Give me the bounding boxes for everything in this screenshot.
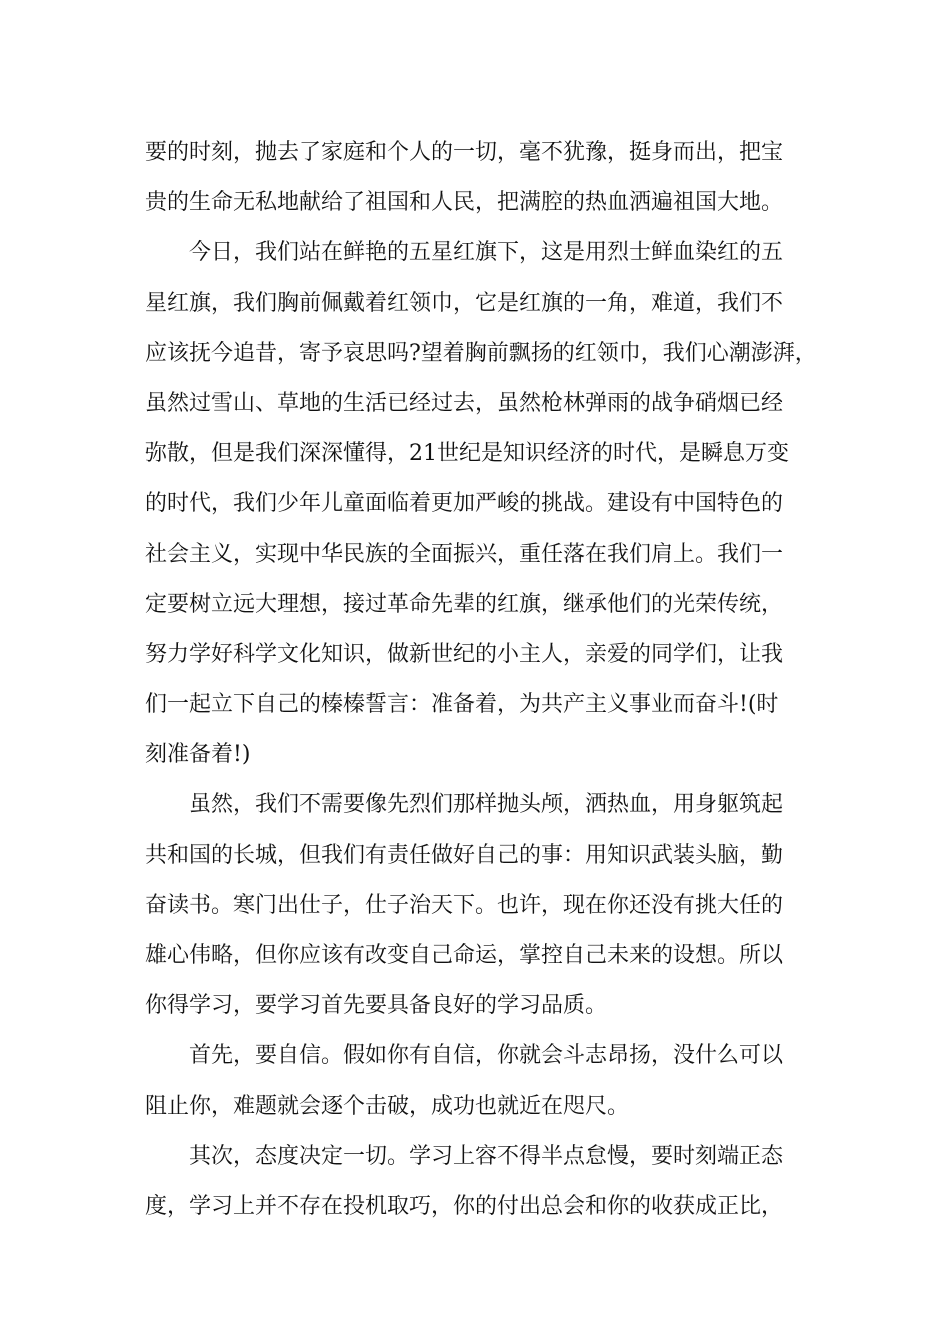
text-line: 贵的生命无私地献给了祖国和人民，把满腔的热血洒遍祖国大地。 — [145, 190, 784, 216]
text-line: 共和国的长城，但我们有责任做好自己的事：用知识武装头脑，勤 — [145, 842, 784, 868]
text-line: 应该抚今追昔，寄予哀思吗?望着胸前飘扬的红领巾，我们心潮澎湃， — [145, 340, 817, 366]
text-line: 社会主义，实现中华民族的全面振兴，重任落在我们肩上。我们一 — [145, 541, 784, 567]
text-line: 弥散，但是我们深深懂得，21世纪是知识经济的时代，是瞬息万变 — [145, 441, 789, 467]
text-line: 度，学习上并不存在投机取巧，你的付出总会和你的收获成正比， — [145, 1193, 784, 1219]
text-line: 定要树立远大理想，接过革命先辈的红旗，继承他们的光荣传统， — [145, 591, 784, 617]
text-line: 虽然过雪山、草地的生活已经过去，虽然枪林弹雨的战争硝烟已经 — [145, 390, 784, 416]
text-line: 今日，我们站在鲜艳的五星红旗下，这是用烈士鲜血染红的五 — [189, 240, 784, 266]
text-line: 雄心伟略，但你应该有改变自己命运，掌控自己未来的设想。所以 — [145, 943, 784, 968]
document-body — [145, 128, 835, 1232]
text-line: 其次，态度决定一切。学习上容不得半点怠慢，要时刻端正态 — [189, 1143, 784, 1169]
text-line: 阻止你，难题就会逐个击破，成功也就近在咫尺。 — [145, 1093, 630, 1119]
text-line: 首先，要自信。假如你有自信，你就会斗志昂扬，没什么可以 — [189, 1043, 784, 1069]
text-line: 奋读书。寒门出仕子，仕子治天下。也许，现在你还没有挑大任的 — [145, 892, 784, 918]
text-line: 的时代，我们少年儿童面临着更加严峻的挑战。建设有中国特色的 — [145, 491, 784, 517]
text-line: 星红旗，我们胸前佩戴着红领巾，它是红旗的一角，难道，我们不 — [145, 290, 784, 316]
text-line: 虽然，我们不需要像先烈们那样抛头颅，洒热血，用身躯筑起 — [189, 792, 784, 818]
text-line: 们一起立下自己的榛榛誓言：准备着，为共产主义事业而奋斗!(时 — [145, 692, 779, 718]
text-line: 刻准备着!) — [145, 742, 251, 768]
text-line: 努力学好科学文化知识，做新世纪的小主人，亲爱的同学们，让我 — [145, 641, 784, 667]
text-line: 你得学习，要学习首先要具备良好的学习品质。 — [145, 993, 608, 1019]
text-line: 要的时刻，抛去了家庭和个人的一切，毫不犹豫，挺身而出，把宝 — [145, 140, 784, 165]
